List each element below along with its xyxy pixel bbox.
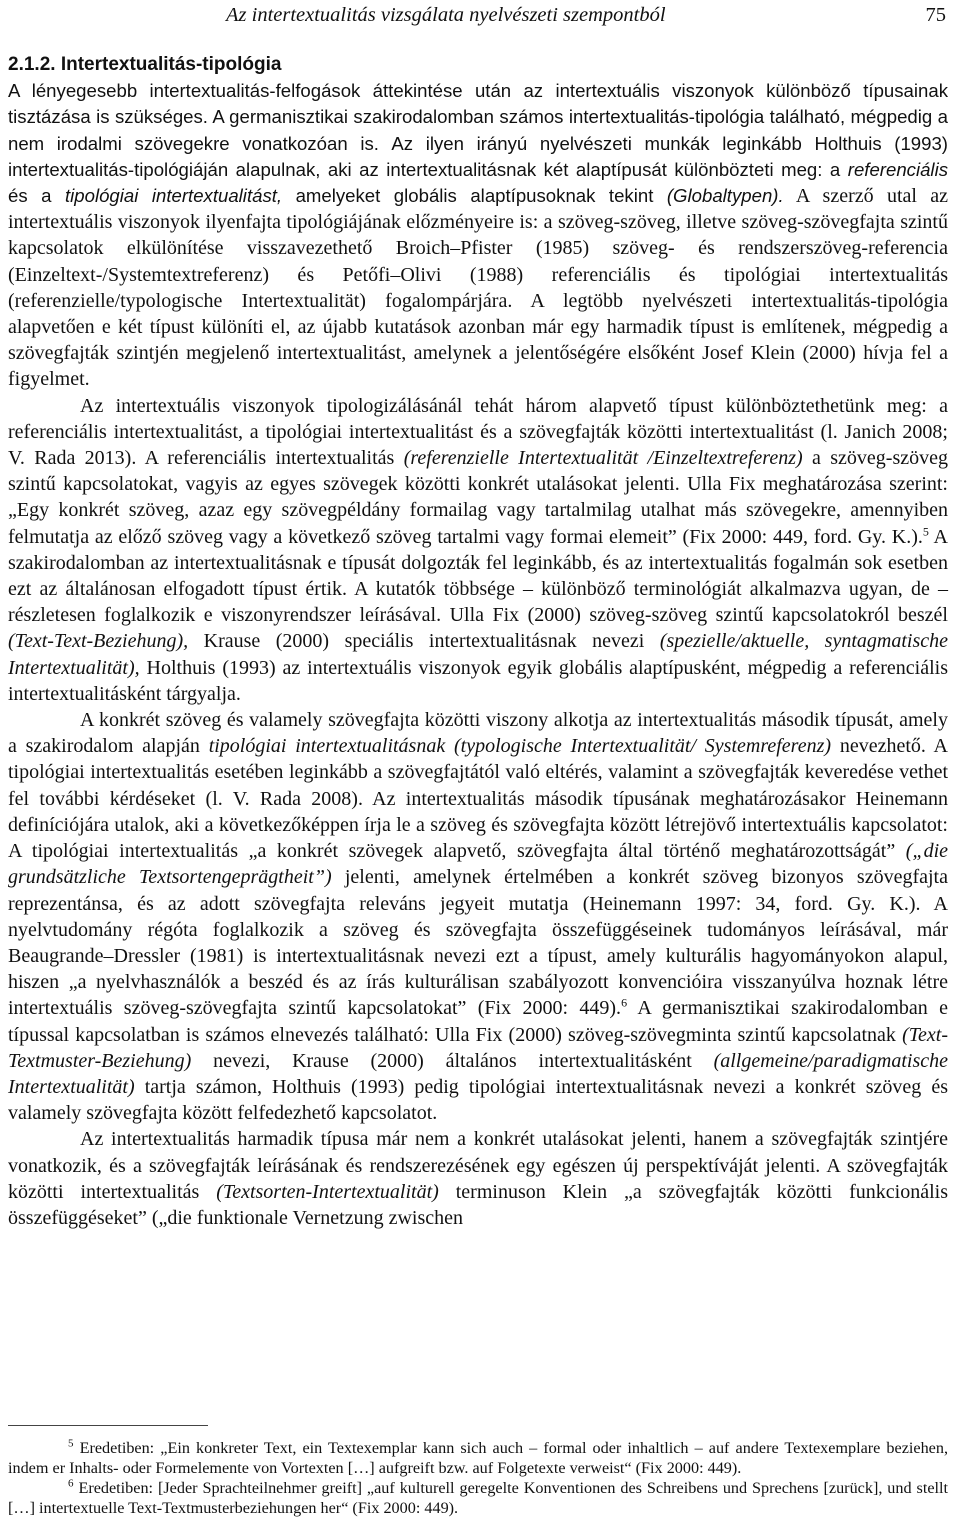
running-head-title: Az intertextualitás vizsgálata nyelvészeti szempontból — [226, 4, 666, 26]
paragraph-1-intro: A lényegesebb intertextualitás-felfogások áttekintése után az intertextuális viszonyok különböző típusainak tisztázása is szükséges. A germanisztikai szakirodalomban számos intertextualitás-tipológia található, mégpedig a nem irodalmi szövegekre vonatkozóan is. — [8, 80, 948, 154]
footnote-5-mark: 5 — [68, 1437, 74, 1450]
paragraph-1-a: Az ilyen irányú nyelvészeti munkák leginkább Holthuis (1993) intertextualitás-tipológiáján alapulnak, aki az intertextualitásnak két alaptípusát különbözteti meg: a — [8, 132, 948, 180]
term-einzeltextreferenz: (referenzielle Intertextualität /Einzeltextreferenz) — [403, 447, 803, 470]
term-tipologiai: tipológiai intertextualitást, — [64, 185, 283, 207]
paragraph-1-a3: amelyeket globális alaptípusoknak tekint — [282, 185, 667, 207]
main-text — [8, 52, 948, 1231]
paragraph-2 — [8, 393, 948, 707]
term-text-textmuster-beziehung: (Text-Textmuster-Beziehung) — [8, 1023, 948, 1072]
footnote-6 — [8, 1478, 948, 1518]
footnotes — [8, 1438, 948, 1518]
footnote-ref-6[interactable]: 6 — [621, 995, 628, 1010]
running-head — [226, 4, 946, 30]
section-title: Intertextualitás-tipológia — [60, 54, 282, 75]
paragraph-4-a: Az intertextualitás harmadik típusa már nem a konkrét utalásokat jelenti, hanem a szövegfajták szintjére vonatkozik, és a szövegfajták leírásának és rendszerezésének egy egészen új perspektíváját jelenti. A szövegfajták közötti intertextualitás — [8, 1128, 948, 1203]
paragraph-3-c: jelenti, amelynek értelmében a konkrét szöveg bizonyos szövegfajta reprezentánsa, és az adott szövegfajta releváns jegyeit mutatja (Heinemann 1997: 34, ford. Gy. K.). A nyelvtudomány régóta foglalkozik a szöveg és szövegfajta összefüggéseinek tudományos leírásával, már Beaugrande–Dressler (1981) is intertextualitásnak nevezi ezt a típust, amely kulturális hagyományokon alapul, hiszen „a nyelvhasználók a beszéd és az írás kulturálisan szabályozott konvencióira visszanyúlva hoznak létre intertextuális szöveg-szövegfajta szintű kapcsolatokat” (Fix 2000: 449). — [8, 866, 948, 1020]
page-number: 75 — [925, 4, 946, 26]
term-spezielle-intertextualitat: (spezielle/aktuelle, syntagmatische Intertextualität), — [8, 630, 948, 679]
footnote-ref-5[interactable]: 5 — [922, 524, 929, 538]
term-allgemeine-intertextualitat: (allgemeine/paradigmatische Intertextualität) — [8, 1049, 948, 1098]
paragraph-4 — [8, 1126, 948, 1231]
footnote-5 — [8, 1438, 948, 1478]
paragraph-2-a: Az intertextuális viszonyok tipologizálásánál tehát három alapvető típust különböztethetünk meg: a referenciális intertextualitást, a tipológiai intertextualitást és a szövegfajták közötti intertextualitást (l. Janich 2008; V. Rada 2013). A referenciális intertextualitás — [8, 394, 948, 470]
paragraph-1-a2: és a — [8, 185, 65, 207]
footnote-5-text: Eredetiben: „Ein konkreter Text, ein Textexemplar kann sich auch – formal oder inhaltlich – auf andere Textexemplare beziehen, indem er Inhalts- oder Formelemente von Vortexten […] aufgreift bzw. auf Folgetexte verweist“ (Fix 2000: 449). — [8, 1439, 948, 1477]
section-number: 2.1.2. — [8, 54, 56, 75]
paragraph-3 — [8, 707, 948, 1126]
term-textsorten-intertextualitat: (Textsorten-Intertextualität) — [216, 1180, 439, 1203]
paragraph-2-d: Krause (2000) speciális intertextualitásnak nevezi — [188, 630, 660, 653]
paragraph-2-e: Holthuis (1993) az intertextuális viszonyok egyik globális alaptípusként, mégpedig a referenciális intertextualitásként tárgyalja. — [8, 656, 948, 705]
paragraph-3-d: A germanisztikai szakirodalomban e típussal kapcsolatban is számos elnevezés található: Ulla Fix (2000) szöveg-szövegminta szintű kapcsolatnak — [8, 997, 949, 1046]
paragraph-4-b: terminuson Klein „a szövegfajták közötti funkcionális összefüggéseket” („die funktionale Vernetzung zwischen — [8, 1180, 948, 1229]
term-referencialis: referenciális — [847, 158, 948, 180]
footnote-6-text: Eredetiben: [Jeder Sprachteilnehmer greift] „auf kulturell geregelte Konventionen des Schreibens und Sprechens [zurück], und stellt […] intertextuelle Text-Textmusterbeziehungen her“ (Fix 2000: 449). — [8, 1479, 948, 1517]
term-textsortengepragtheit: („die grundsätzliche Textsortengeprägtheit”) — [8, 840, 948, 889]
paragraph-2-c: A szakirodalomban az intertextualitásnak e típusát dolgozták fel leginkább, és az intertextualitás fogalmán sok esetben ezt az általánosan elfogadott típust értik. A kutatók többsége – különböző terminológiát alkalmazva ugyan, de – részletesen foglalkozik e viszonyrendszer leírásával. Ulla Fix (2000) szöveg-szöveg szintű kapcsolatokról beszél — [8, 525, 948, 627]
term-typologische-intertextualitat: tipológiai intertextualitásnak (typologische Intertextualität/ Systemreferenz) — [208, 735, 832, 758]
footnote-6-mark: 6 — [68, 1477, 74, 1490]
paragraph-3-f: tartja számon, Holthuis (1993) pedig tipológiai intertextualitásnak nevezi a konkrét szöveg és valamely szövegfajta között felfedezhető kapcsolatot. — [8, 1075, 948, 1125]
term-text-text-beziehung: (Text-Text-Beziehung), — [8, 630, 189, 653]
section-heading — [8, 52, 948, 78]
paragraph-2-b: a szöveg-szöveg szintű kapcsolatokat, vagyis az egyes szövegek közötti konkrét utalásokat jelenti. Ulla Fix meghatározása szerint: „Egy konkrét szöveg, azaz egy szövegpéldány formailag vagy tartalmilag utalhat más szövegekre, amennyiben felmutatja az előző szöveg vagy a következő szöveg tartalmi vagy formai elemeit” (Fix 2000: 449, ford. Gy. K.). — [8, 447, 948, 548]
paragraph-1 — [8, 78, 948, 392]
paragraph-3-b: nevezhető. A tipológiai intertextualitás esetében leginkább a szövegfajtától való eltérés, valamint a szövegfajták keveredése vethet fel további kérdéseket (l. V. Rada 2008). Az intertextualitás második típusának meghatározásakor Heinemann definíciójára utalok, aki a következőképpen írja le a szöveg és szövegfajta között létrejövő intertextuális kapcsolatot: A tipológiai intertextualitás „a konkrét szövegek alapvető, szövegfajta által történő meghatározottságát” — [8, 735, 948, 863]
paragraph-3-e: nevezi, Krause (2000) általános intertextualitásként — [191, 1049, 714, 1072]
paragraph-3-a: A konkrét szöveg és valamely szövegfajta közötti viszony alkotja az intertextualitás második típusát, amely a szakirodalom alapján — [8, 709, 948, 758]
paragraph-1-b: A szerző utal az intertextuális viszonyok ilyenfajta tipológiájának előzményeire is: a szöveg-szöveg, illetve szöveg-szövegfajta szintű kapcsolatok elkülönítése visszavezethető Broich–Pfister (1985) szöveg- és rendszerszöveg-referencia (Einzeltext-/Systemtextreferenz) és Petőfi–Olivi (1988) referenciális és tipológiai intertextualitás (referenzielle/typologische Intertextualität) fogalompárjára. A legtöbb nyelvészeti intertextualitás-tipológia alapvetően e két típust különíti el, az újabb kutatások azonban már egy harmadik típust is említenek, mégpedig a szövegfajták szintjén megjelenő intertextualitást, amelynek a jelentőségére elsőként Josef Klein (2000) hívja fel a figyelmet. — [8, 185, 949, 391]
term-globaltypen: (Globaltypen). — [666, 185, 784, 207]
footnote-divider — [8, 1425, 208, 1426]
